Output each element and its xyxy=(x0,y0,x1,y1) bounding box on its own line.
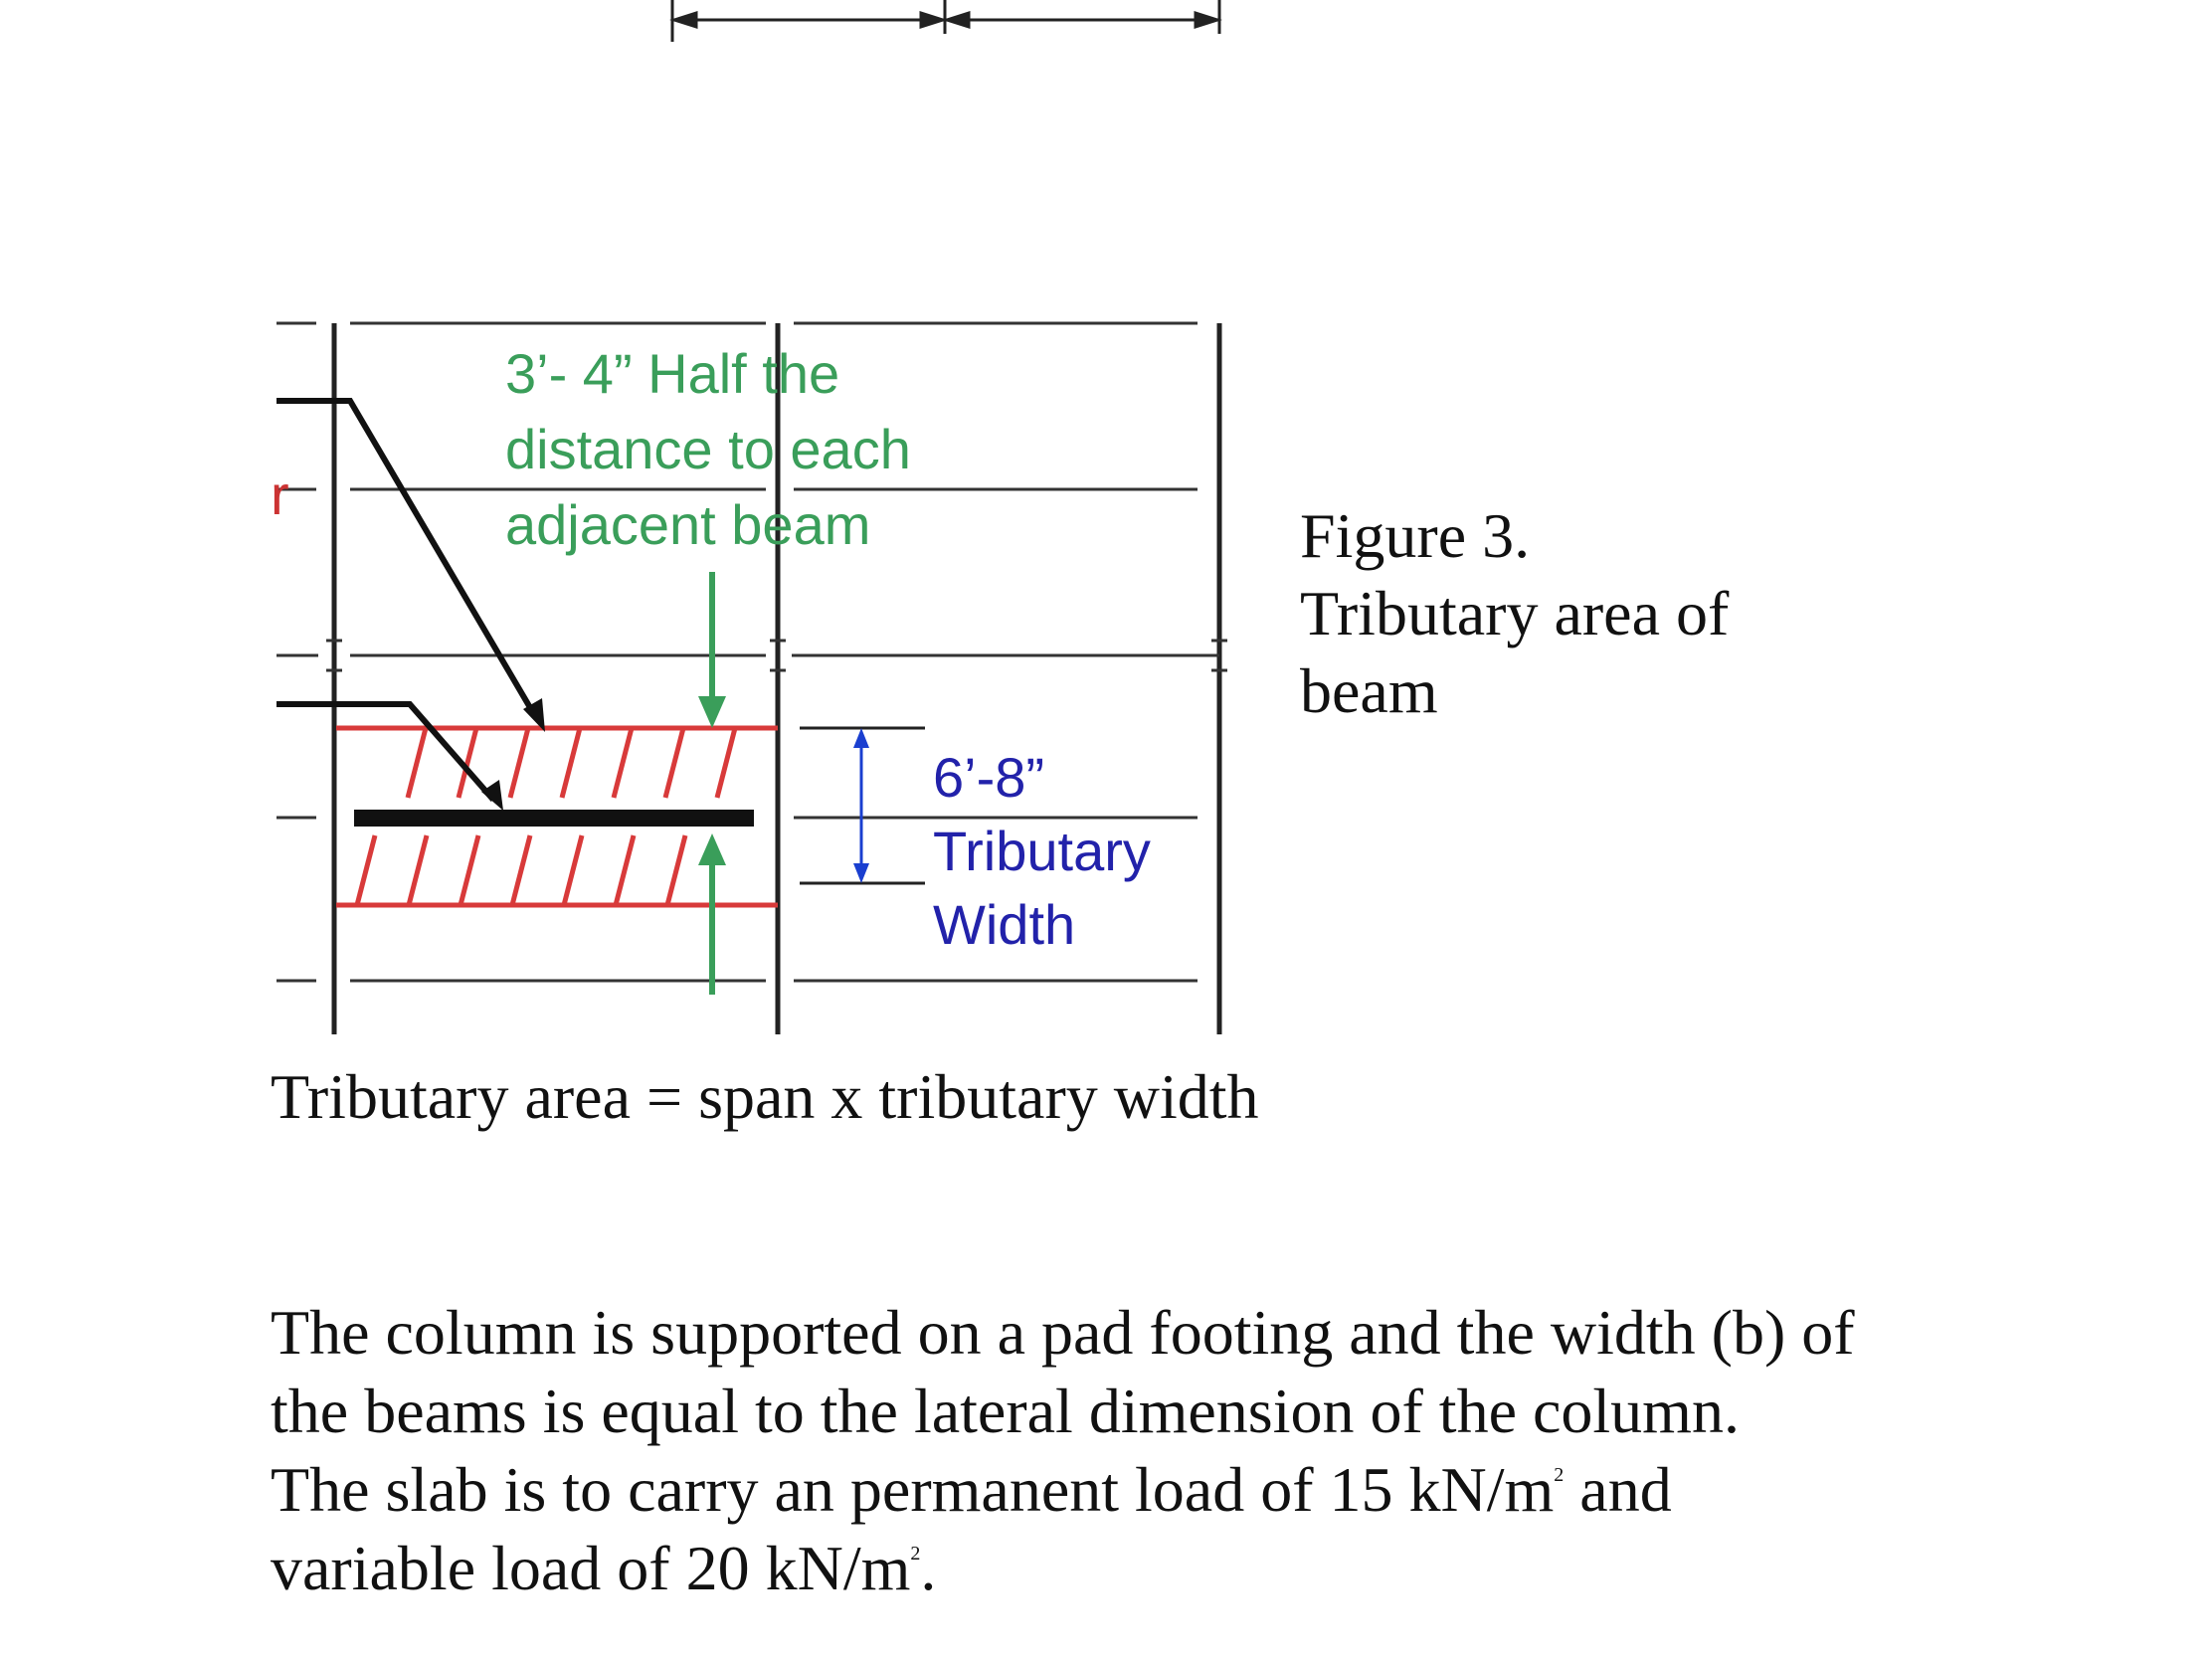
figure-caption-line: Tributary area of xyxy=(1300,578,1730,648)
paragraph-text: and xyxy=(1564,1454,1672,1525)
figure-caption-line: beam xyxy=(1300,655,1438,726)
half-distance-label-line: adjacent beam xyxy=(505,493,871,556)
paragraph-line: the beams is equal to the lateral dimension of the column. xyxy=(271,1376,1740,1446)
beam-member xyxy=(354,810,754,827)
leader-arrowhead-lower xyxy=(481,780,503,811)
figure-caption xyxy=(1300,497,1729,730)
unit-superscript: 2 xyxy=(1554,1464,1565,1486)
variable-load-text: variable load of 20 kN/m xyxy=(271,1533,911,1603)
paragraph-text: . xyxy=(920,1533,937,1603)
tributary-width-dimension xyxy=(800,728,925,883)
half-distance-label-line: 3’- 4” Half the xyxy=(505,342,840,405)
paragraph-line: The column is supported on a pad footing and the width (b) of xyxy=(271,1297,1855,1368)
cropped-red-label: r xyxy=(271,463,289,526)
tributary-width-label-line: Width xyxy=(933,893,1076,956)
permanent-load-text: The slab is to carry an permanent load of 15 kN/m xyxy=(271,1454,1555,1525)
tributary-area-formula: Tributary area = span x tributary width xyxy=(271,1061,1259,1132)
tributary-width-label-line: Tributary xyxy=(933,820,1151,882)
figure-caption-line: Figure 3. xyxy=(1300,500,1531,571)
problem-paragraph xyxy=(271,1293,1855,1607)
unit-superscript: 2 xyxy=(910,1543,921,1565)
paragraph-line xyxy=(271,1529,1855,1607)
half-distance-label xyxy=(505,336,911,563)
half-distance-label-line: distance to each xyxy=(505,418,911,480)
tributary-width-label-line: 6’-8” xyxy=(933,746,1045,809)
paragraph-line xyxy=(271,1450,1855,1529)
tributary-width-label xyxy=(933,741,1151,962)
top-dimension-line xyxy=(672,0,1219,42)
leader-arrows xyxy=(276,401,535,800)
